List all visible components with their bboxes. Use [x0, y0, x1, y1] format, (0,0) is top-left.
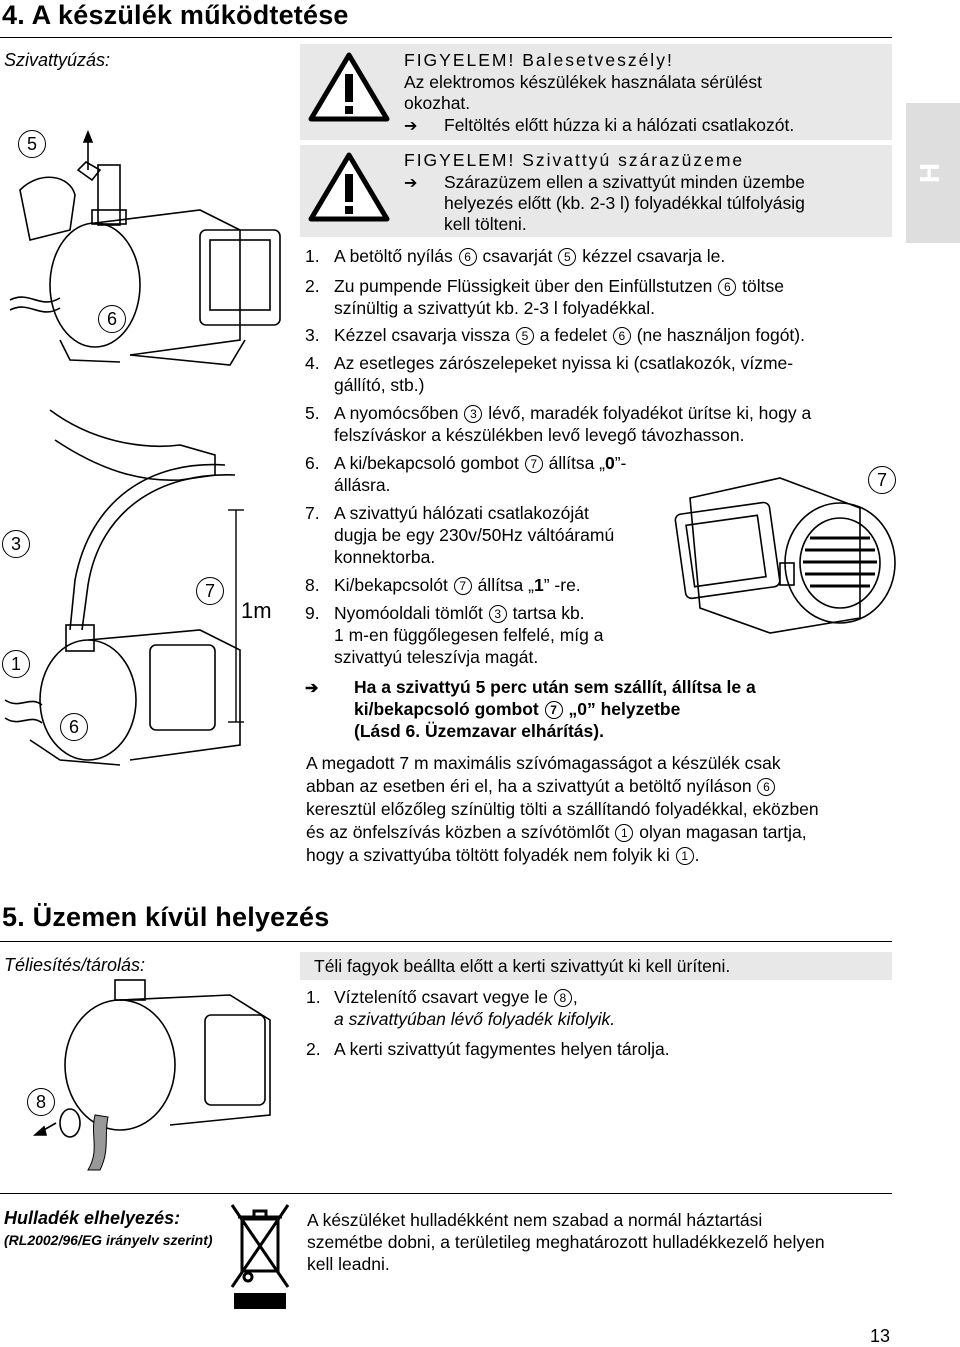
- warning1-line4: Feltöltés előtt húzza ki a hálózati csatlakozót.: [444, 115, 795, 135]
- step1-number: 1.: [305, 246, 320, 266]
- arrow-right-icon: ➔: [404, 118, 418, 135]
- step6-text: A ki/bekapcsoló gombot 7 állítsa „0”-: [334, 453, 627, 473]
- callout-5-top: 5: [18, 130, 46, 158]
- warning-triangle-icon: [308, 52, 390, 122]
- callout-6-inline: 6: [718, 278, 736, 296]
- warning-triangle-icon: [308, 152, 390, 222]
- note-arrow: [305, 676, 318, 700]
- step4-line2: gállító, stb.): [334, 375, 425, 395]
- step3-text: Kézzel csavarja vissza 5 a fedelet 6 (ne használjon fogót).: [334, 325, 805, 345]
- callout-3: 3: [2, 530, 30, 558]
- callout-7-inline: 7: [545, 701, 563, 719]
- callout-6-inline: 6: [459, 248, 477, 266]
- callout-7-inline: 7: [525, 455, 543, 473]
- step8-number: 8.: [305, 575, 320, 595]
- step3-number: 3.: [305, 325, 320, 345]
- step5-text: A nyomócsőben 3 lévő, maradék folyadékot ürítse ki, hogy a: [334, 403, 812, 423]
- section-4-title: 4. A készülék működtetése: [2, 0, 349, 30]
- callout-7-left: 7: [196, 577, 224, 605]
- pumping-label: Szivattyúzás:: [4, 50, 111, 70]
- warning2-line1: FIGYELEM! Szivattyú szárazüzeme: [404, 150, 745, 170]
- callout-7-right: 7: [868, 466, 896, 494]
- section-5-title: 5. Üzemen kívül helyezés: [2, 902, 330, 932]
- callout-6-bottom: 6: [60, 713, 88, 741]
- callout-3-inline: 3: [489, 605, 507, 623]
- step1-text: A betöltő nyílás 6 csavarját 5 kézzel csavarja le.: [334, 246, 726, 266]
- step4-number: 4.: [305, 353, 320, 373]
- page-number: 13: [870, 1326, 891, 1346]
- warning2-line2: Szárazüzem ellen a szivattyút minden üzembe: [444, 172, 805, 192]
- warning2-line3: helyezés előtt (kb. 2-3 l) folyadékkal túlfolyásig: [444, 193, 805, 213]
- disposal-label: Hulladék elhelyezés:: [4, 1208, 181, 1228]
- pump-hose-illustration: [0, 400, 300, 780]
- warning1-line3: okozhat.: [404, 93, 471, 113]
- s5-step1-line2: a szivattyúban lévő folyadék kifolyik.: [334, 1009, 616, 1029]
- warning1-line1: FIGYELEM! Balesetveszély!: [404, 50, 674, 70]
- crossed-bin-icon: [228, 1199, 292, 1311]
- note-line2: ki/bekapcsoló gombot 7 „0” helyzetbe: [354, 699, 681, 719]
- warning2-arrow: [404, 172, 417, 194]
- warning1-arrow: [404, 115, 417, 137]
- para-line2: abban az esetben éri el, ha a szivattyút a betöltő nyíláson 6: [306, 775, 776, 797]
- step2-text: Zu pumpende Flüssigkeit über den Einfüllstutzen 6 töltse: [334, 276, 784, 296]
- height-label: 1m: [241, 598, 272, 623]
- callout-6-top: 6: [98, 305, 126, 333]
- disposal-line3: kell leadni.: [307, 1254, 390, 1274]
- disposal-line2: szemétbe dobni, a területileg meghatározott hulladékkezelő helyen: [307, 1232, 825, 1252]
- arrow-right-icon: ➔: [404, 175, 418, 192]
- para-line1: A megadott 7 m maximális szívómagasságot a készülék csak: [306, 753, 781, 773]
- s5-step1-number: 1.: [306, 987, 321, 1007]
- warning1-line2: Az elektromos készülékek használata sérülést: [404, 72, 762, 92]
- step2-number: 2.: [305, 276, 320, 296]
- s5-step2-number: 2.: [306, 1039, 321, 1059]
- step9-text: Nyomóoldali tömlőt 3 tartsa kb.: [334, 603, 585, 623]
- language-tab: H: [906, 103, 960, 243]
- step9-line2: 1 m-en függőlegesen felfelé, míg a: [334, 625, 604, 645]
- disposal-rule: [0, 1193, 892, 1194]
- para-line5: hogy a szivattyúba töltött folyadék nem folyik ki 1 .: [306, 845, 700, 865]
- step6-number: 6.: [305, 453, 320, 473]
- callout-1: 1: [2, 650, 30, 678]
- callout-1-inline: 1: [615, 824, 633, 842]
- para-line4: és az önfelszívás közben a szívótömlőt 1 olyan magasan tartja,: [306, 822, 807, 842]
- pump-drain-illustration: [0, 975, 300, 1175]
- callout-6-inline: 6: [613, 327, 631, 345]
- callout-6-inline: 6: [757, 778, 775, 796]
- pump-filling-illustration: [0, 70, 300, 370]
- section-4-rule: [0, 37, 892, 38]
- note-line3: (Lásd 6. Üzemzavar elhárítás).: [354, 721, 604, 741]
- step7-line2: dugja be egy 230v/50Hz váltóáramú: [334, 525, 615, 545]
- step5-number: 5.: [305, 403, 320, 423]
- para-line3: keresztül előzőleg színültig tölti a szállítandó folyadékkal, eközben: [306, 799, 819, 819]
- step4-line1: Az esetleges zárószelepeket nyissa ki (csatlakozók, vízme-: [334, 353, 794, 373]
- step8-text: Ki/bekapcsolót 7 állítsa „1” -re.: [334, 575, 581, 595]
- disposal-line1: A készüléket hulladékként nem szabad a normál háztartási: [307, 1210, 763, 1230]
- step5-line2: felszíváskor a készülékben levő levegő távozhasson.: [334, 425, 745, 445]
- callout-3-inline: 3: [464, 405, 482, 423]
- callout-7-inline: 7: [454, 577, 472, 595]
- disposal-sublabel: (RL2002/96/EG irányelv szerint): [4, 1232, 213, 1248]
- warning2-line4: kell tölteni.: [444, 214, 527, 234]
- step6-line2: állásra.: [334, 475, 391, 495]
- s5-step1-text: Víztelenítő csavart vegye le 8 ,: [334, 987, 578, 1007]
- callout-5-inline: 5: [558, 248, 576, 266]
- s5-step2-text: A kerti szivattyút fagymentes helyen tárolja.: [334, 1039, 670, 1059]
- arrow-right-icon: ➔: [305, 680, 319, 697]
- callout-1-inline: 1: [676, 847, 694, 865]
- motor-switch-illustration: [660, 468, 900, 638]
- callout-8: 8: [27, 1088, 55, 1116]
- step7-line3: konnektorba.: [334, 547, 436, 567]
- winterizing-label: Téliesítés/tárolás:: [4, 955, 146, 975]
- step2-line2: színültig a szivattyút kb. 2-3 l folyadékkal.: [334, 298, 655, 318]
- callout-5-inline: 5: [516, 327, 534, 345]
- step9-line3: szivattyú teleszívja magát.: [334, 647, 539, 667]
- step9-number: 9.: [305, 603, 320, 623]
- note-line1: Ha a szivattyú 5 perc után sem szállít, állítsa le a: [354, 677, 756, 697]
- step7-line1: A szivattyú hálózati csatlakozóját: [334, 503, 589, 523]
- section5-intro: Téli fagyok beállta előtt a kerti szivattyút ki kell üríteni.: [314, 956, 731, 976]
- callout-8-inline: 8: [554, 989, 572, 1007]
- section-5-rule: [0, 941, 892, 942]
- step7-number: 7.: [305, 503, 320, 523]
